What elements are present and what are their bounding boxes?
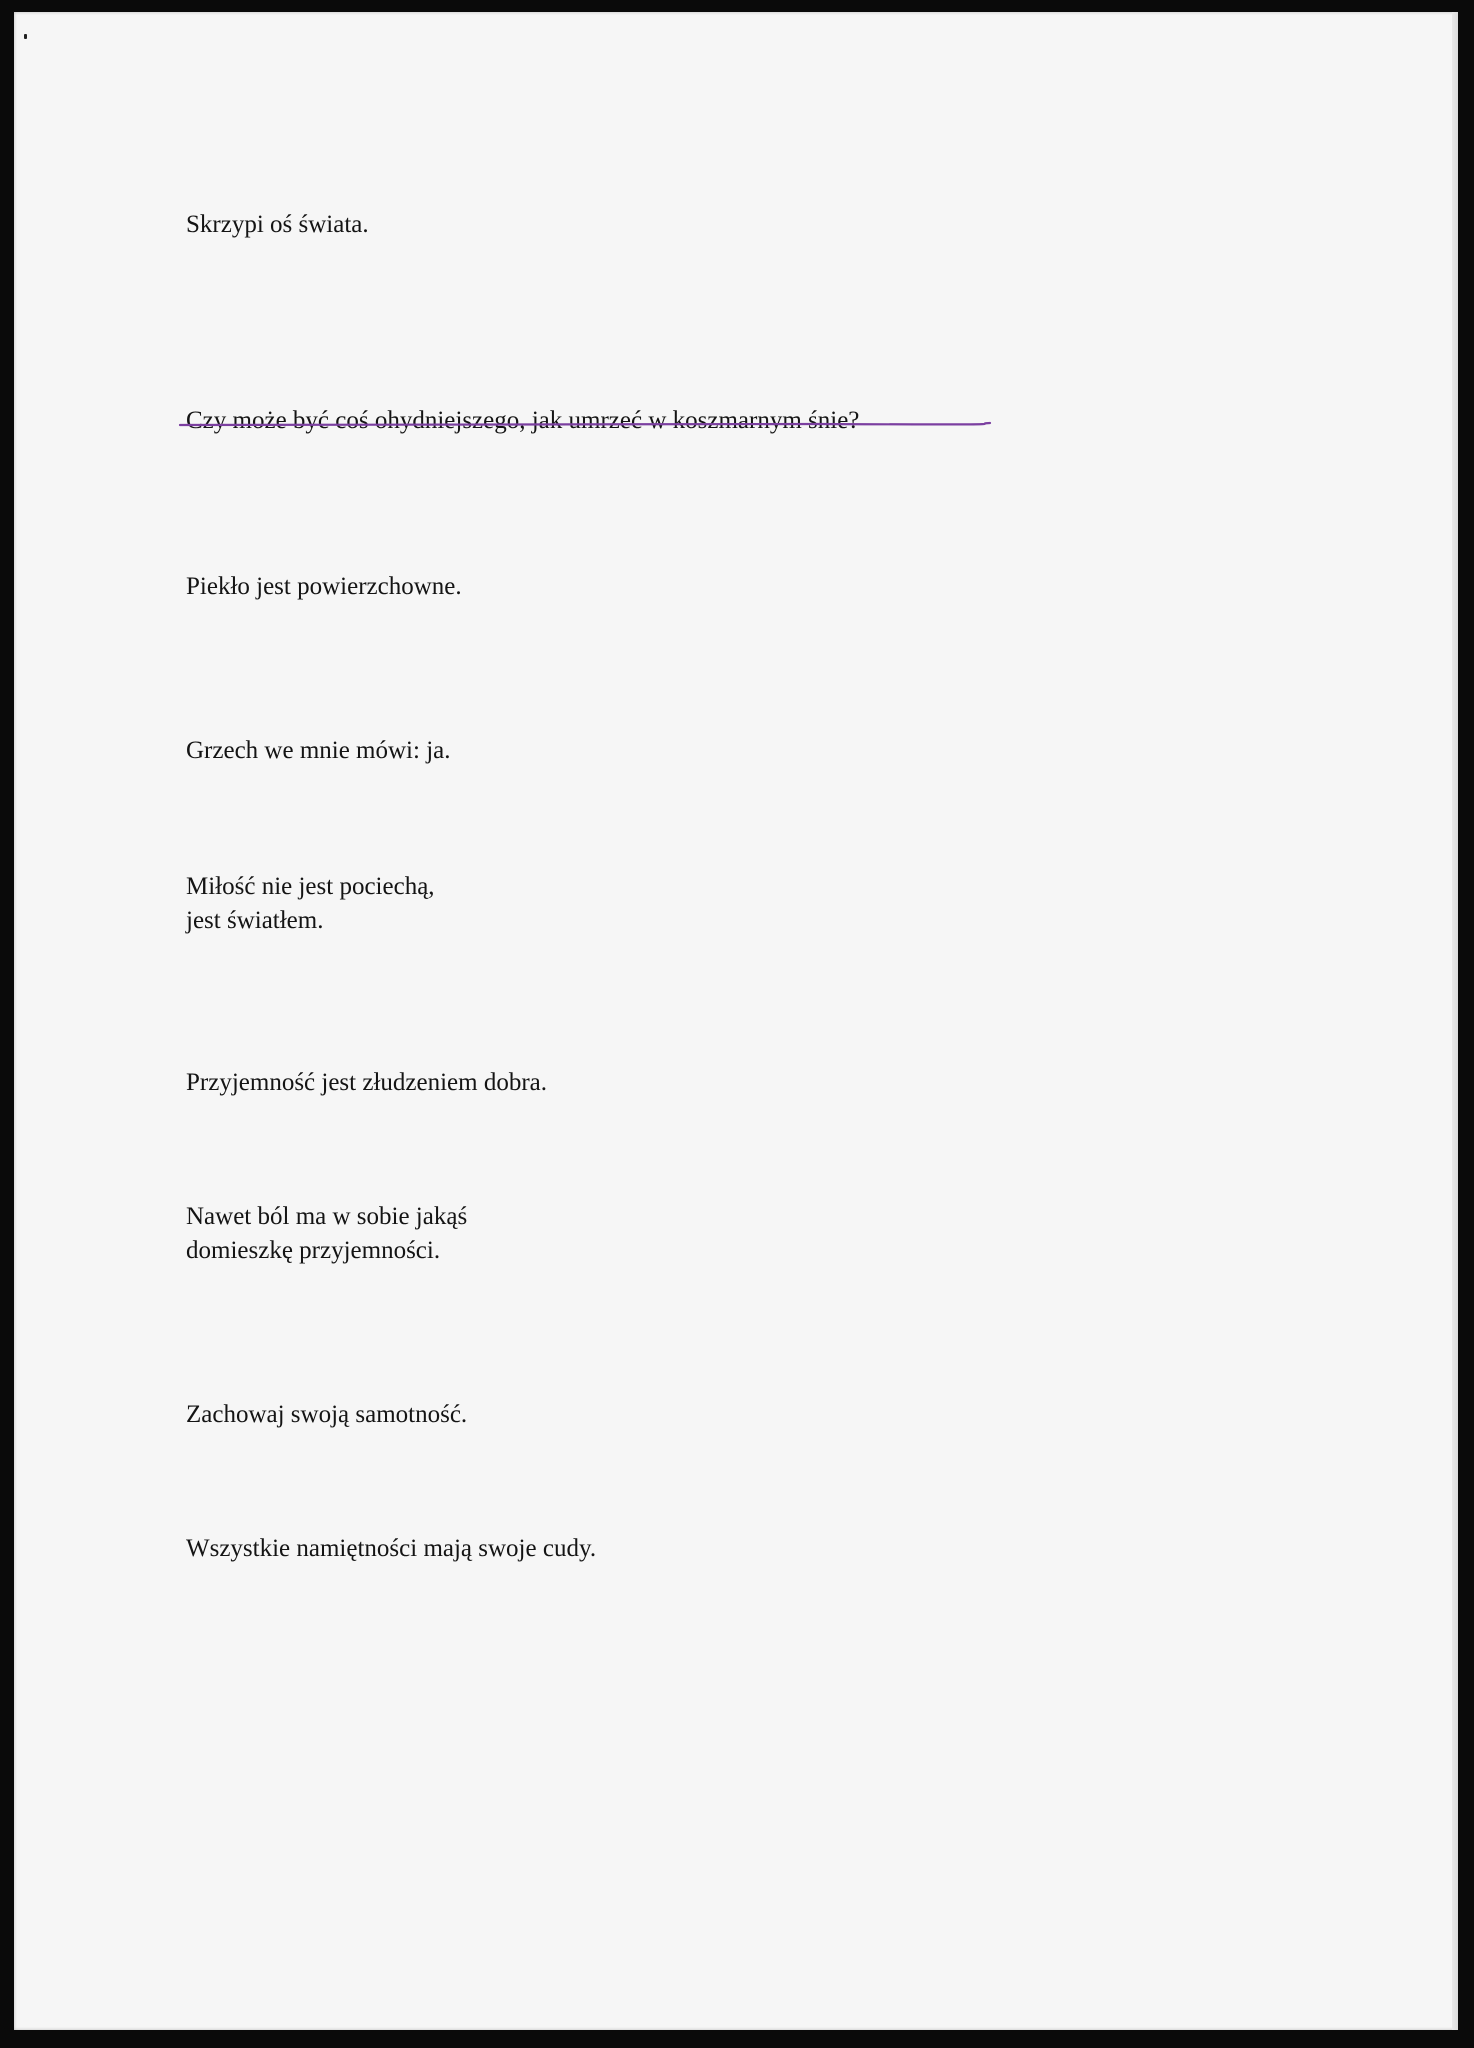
paper-edge: [1452, 12, 1458, 2030]
aphorism-5-line-2: jest światłem.: [186, 907, 324, 934]
aphorism-9-line-1: Wszystkie namiętności mają swoje cudy.: [186, 1535, 597, 1562]
aphorism-6-line-1: Przyjemność jest złudzeniem dobra.: [186, 1069, 547, 1096]
aphorism-6: [186, 1066, 547, 1100]
aphorism-7-line-1: Nawet ból ma w sobie jakąś: [186, 1203, 468, 1230]
aphorism-8: [186, 1398, 467, 1432]
aphorism-2-struck: [186, 404, 859, 438]
aphorism-3: [186, 570, 462, 604]
aphorism-3-line-1: Piekło jest powierzchowne.: [186, 573, 462, 600]
scan-speck: [24, 34, 27, 39]
aphorism-7-line-2: domieszkę przyjemności.: [186, 1237, 441, 1264]
aphorism-1: [186, 208, 369, 242]
aphorism-1-line-1: Skrzypi oś świata.: [186, 211, 369, 238]
aphorism-7: [186, 1200, 467, 1268]
aphorism-4: [186, 734, 451, 768]
aphorism-8-line-1: Zachowaj swoją samotność.: [186, 1401, 468, 1428]
aphorism-2-line-1: Czy może być coś ohydniejszego, jak umrzeć w koszmarnym śnie?: [186, 407, 860, 434]
aphorism-5-line-1: Miłość nie jest pociechą,: [186, 873, 435, 900]
paper-sheet: [14, 12, 1458, 2030]
aphorism-4-line-1: Grzech we mnie mówi: ja.: [186, 737, 451, 764]
struck-text-wrapper: [186, 404, 859, 438]
aphorism-9: [186, 1532, 596, 1566]
aphorism-5: [186, 870, 435, 938]
